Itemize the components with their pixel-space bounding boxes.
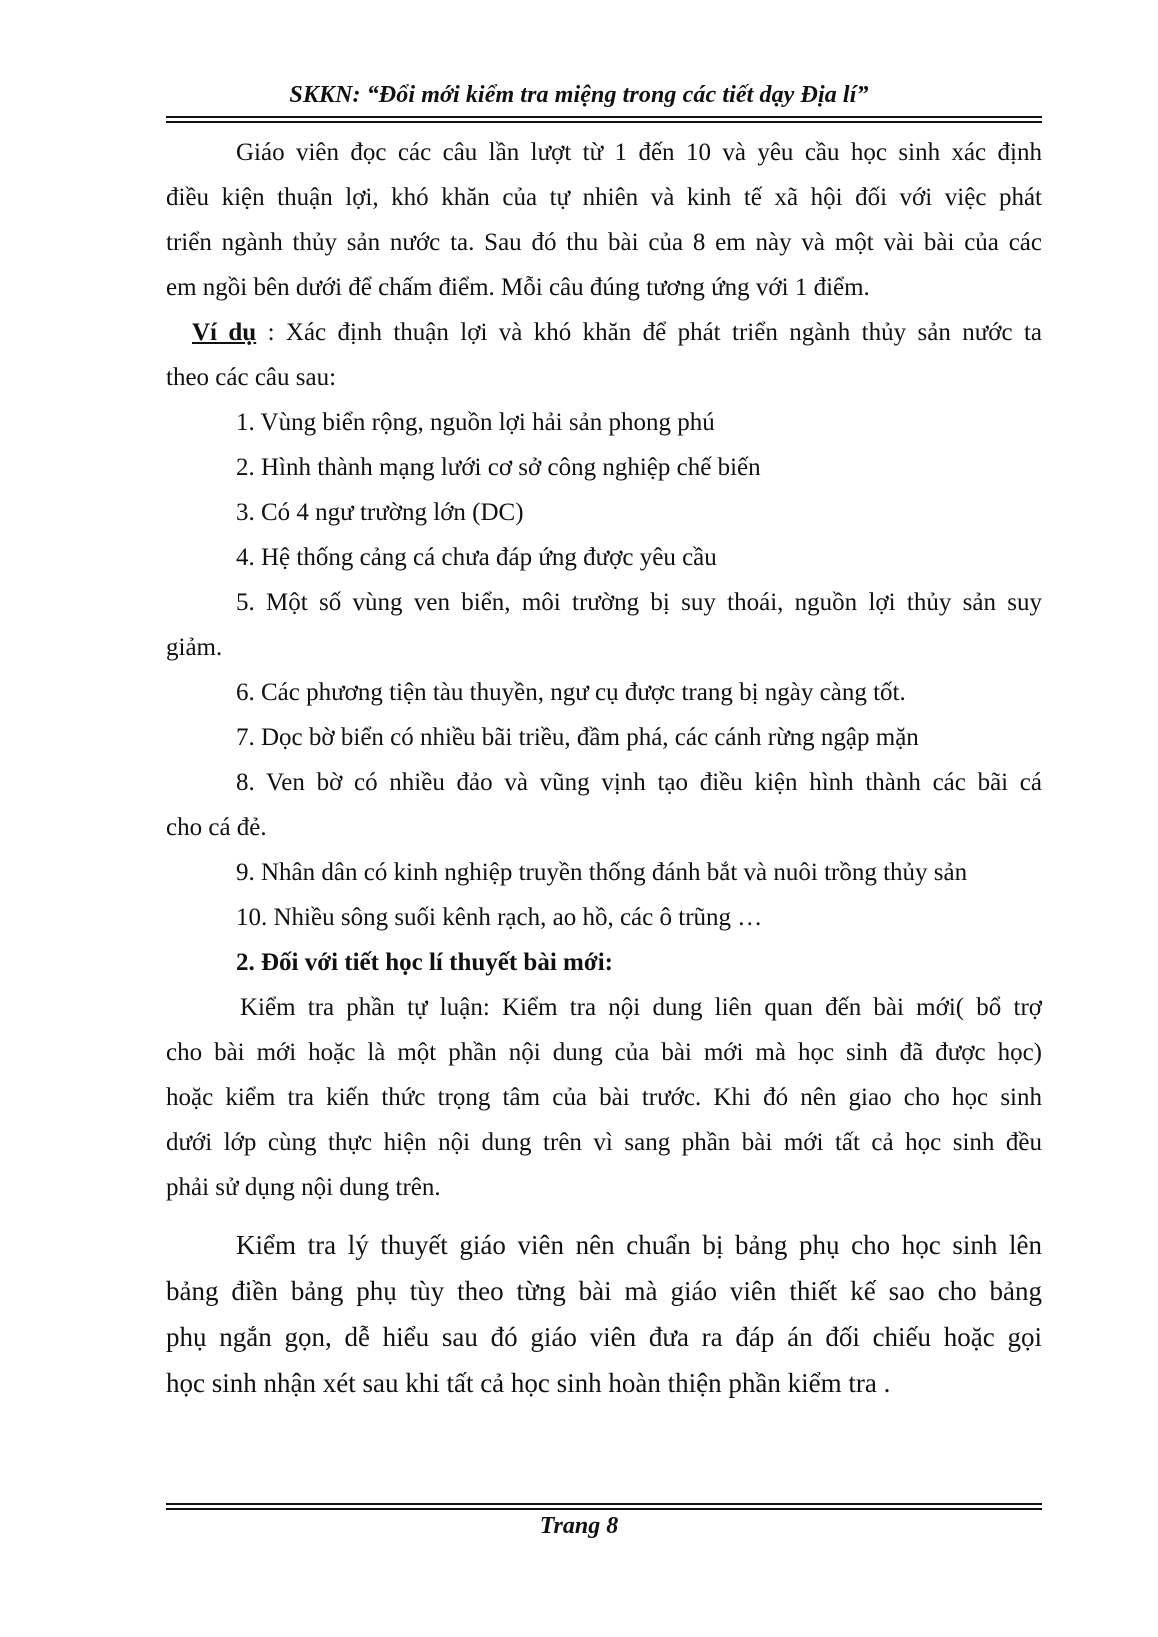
paragraph-line: phụ ngắn gọn, dễ hiểu sau đó giáo viên đưa ra đáp án đối chiếu hoặc gọi: [166, 1322, 1042, 1352]
list-item-continuation: giảm.: [166, 634, 223, 661]
paragraph-line: học sinh nhận xét sau khi tất cả học sinh hoàn thiện phần kiểm tra .: [166, 1368, 891, 1398]
page-number: Trang 8: [539, 1513, 619, 1539]
paragraph-line: em ngồi bên dưới để chấm điểm. Mỗi câu đúng tương ứng với 1 điểm.: [166, 274, 870, 301]
paragraph-line: Kiểm tra phần tự luận: Kiểm tra nội dung liên quan đến bài mới( bổ trợ: [240, 994, 1042, 1021]
list-item: 3. Có 4 ngư trường lớn (DC): [236, 499, 524, 526]
paragraph-line: phải sử dụng nội dung trên.: [166, 1174, 441, 1201]
paragraph-line: triển ngành thủy sản nước ta. Sau đó thu bài của 8 em này và một vài bài của các: [166, 229, 1042, 256]
example-text: : Xác định thuận lợi và khó khăn để phát triển ngành thủy sản nước ta: [256, 319, 1043, 346]
paragraph-line: điều kiện thuận lợi, khó khăn của tự nhiên và kinh tế xã hội đối với việc phát: [166, 184, 1042, 211]
example-continuation: theo các câu sau:: [166, 364, 337, 391]
header-rule-bottom: [166, 121, 1042, 123]
page-header-title: SKKN: “Đổi mới kiểm tra miệng trong các tiết dạy Địa lí”: [289, 82, 869, 108]
paragraph-line: dưới lớp cùng thực hiện nội dung trên vì sang phần bài mới tất cả học sinh đều: [166, 1129, 1042, 1156]
list-item: 10. Nhiều sông suối kênh rạch, ao hồ, các ô trũng …: [236, 904, 763, 931]
example-label: Ví dụ: [192, 319, 257, 346]
list-item: 1. Vùng biển rộng, nguồn lợi hải sản phong phú: [236, 409, 715, 436]
example-line: [166, 318, 1042, 348]
list-item: 4. Hệ thống cảng cá chưa đáp ứng được yêu cầu: [236, 544, 717, 571]
list-item: 5. Một số vùng ven biển, môi trường bị suy thoái, nguồn lợi thủy sản suy: [236, 589, 1042, 616]
list-item: 8. Ven bờ có nhiều đảo và vũng vịnh tạo điều kiện hình thành các bãi cá: [236, 769, 1042, 796]
header-rule-top: [166, 116, 1042, 118]
paragraph-line: Kiểm tra lý thuyết giáo viên nên chuẩn bị bảng phụ cho học sinh lên: [236, 1230, 1042, 1260]
paragraph-line: cho bài mới hoặc là một phần nội dung của bài mới mà học sinh đã được học): [166, 1039, 1042, 1066]
footer-rule-top: [166, 1503, 1042, 1505]
footer-rule-bottom: [166, 1508, 1042, 1510]
section-heading: 2. Đối với tiết học lí thuyết bài mới:: [236, 949, 613, 976]
list-item: 7. Dọc bờ biển có nhiều bãi triều, đầm phá, các cánh rừng ngập mặn: [236, 724, 919, 751]
list-item: 2. Hình thành mạng lưới cơ sở công nghiệp chế biến: [236, 454, 761, 481]
list-item: 9. Nhân dân có kinh nghiệp truyền thống đánh bắt và nuôi trồng thủy sản: [236, 859, 968, 886]
paragraph-line: bảng điền bảng phụ tùy theo từng bài mà giáo viên thiết kế sao cho bảng: [166, 1276, 1042, 1306]
list-item: 6. Các phương tiện tàu thuyền, ngư cụ được trang bị ngày càng tốt.: [236, 679, 906, 706]
list-item-continuation: cho cá đẻ.: [166, 814, 267, 841]
paragraph-line: Giáo viên đọc các câu lần lượt từ 1 đến 10 và yêu cầu học sinh xác định: [236, 139, 1042, 166]
paragraph-line: hoặc kiểm tra kiến thức trọng tâm của bài trước. Khi đó nên giao cho học sinh: [166, 1084, 1042, 1111]
